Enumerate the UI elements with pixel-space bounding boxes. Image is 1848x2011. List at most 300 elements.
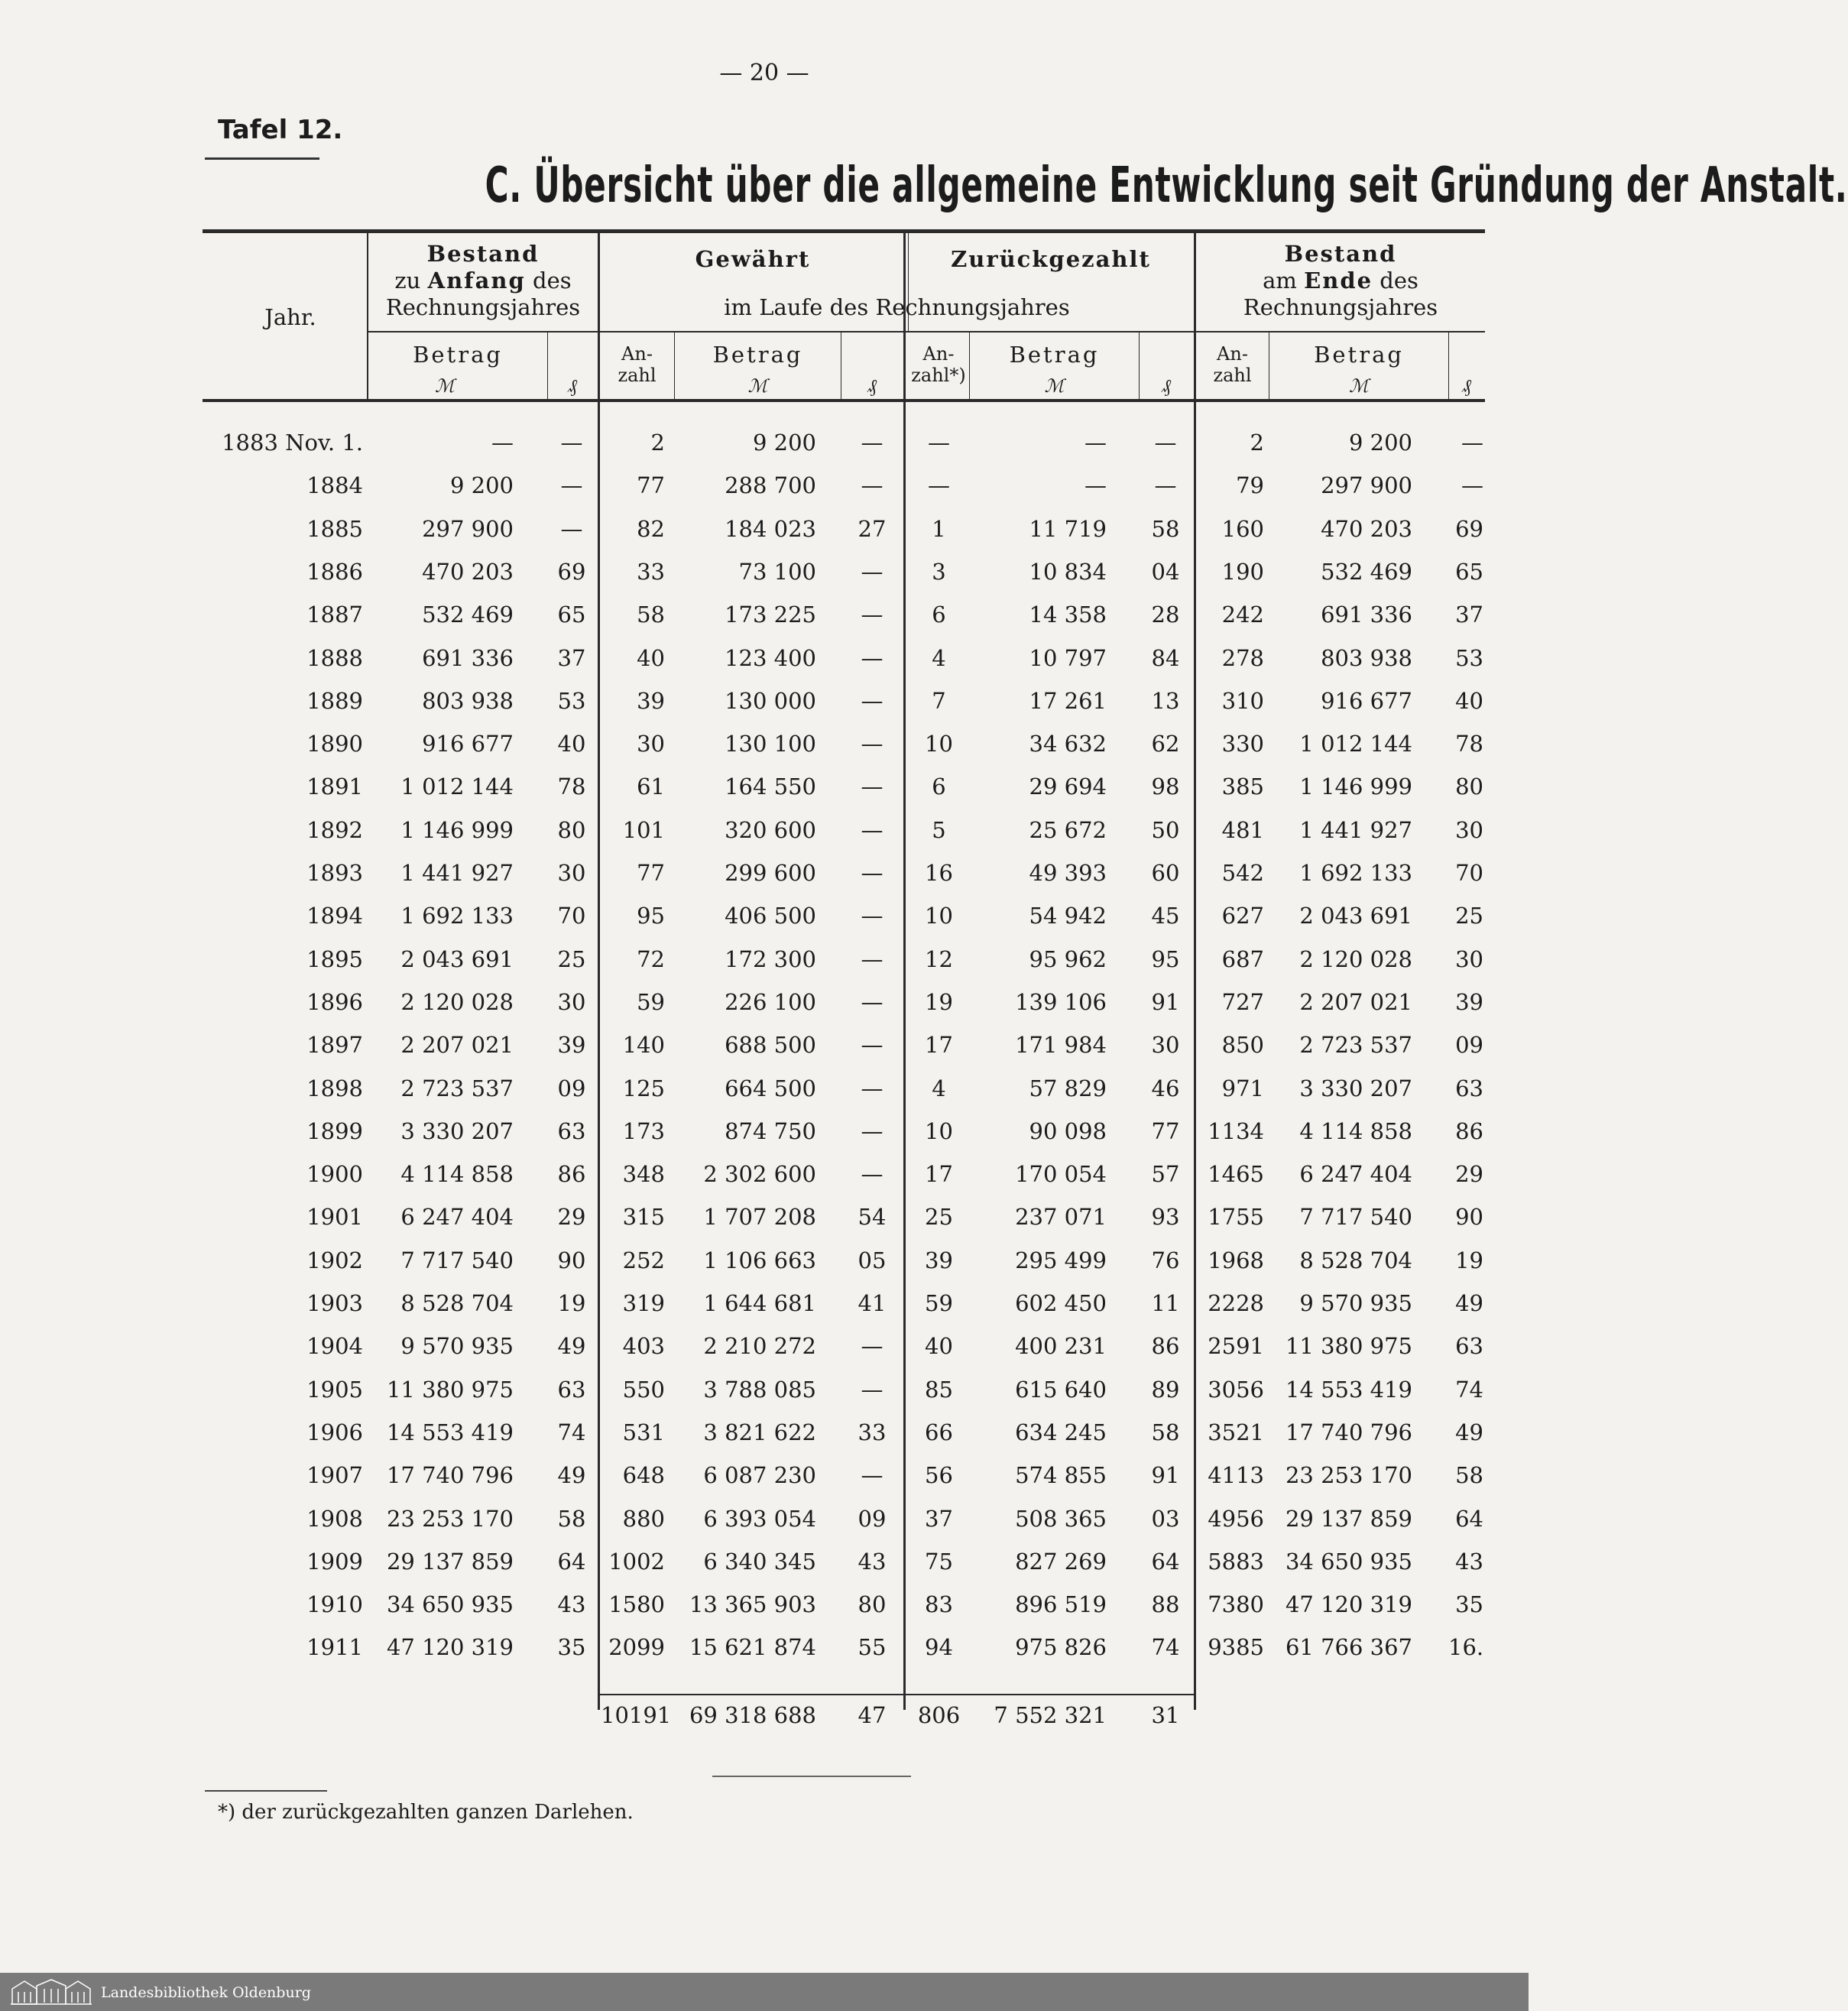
cell-anfang-mark: 1 692 133 bbox=[400, 903, 514, 929]
cell-ende-pf: 69 bbox=[1455, 515, 1483, 542]
cell-gewaehrt-mark: 172 300 bbox=[725, 945, 816, 972]
cell-zurueck-mark: — bbox=[1084, 430, 1107, 456]
cell-zurueck-pf: 28 bbox=[1151, 602, 1180, 628]
divider-anfang bbox=[598, 233, 600, 1710]
cell-year: 1902 bbox=[306, 1247, 363, 1273]
cell-ende-pf: — bbox=[1461, 472, 1483, 499]
table-top-rule bbox=[203, 229, 1485, 233]
cell-ende-mark: 916 677 bbox=[1321, 687, 1412, 714]
cell-anfang-pf: 43 bbox=[557, 1591, 586, 1618]
cell-gewaehrt-mark: 1 644 681 bbox=[703, 1290, 816, 1316]
cell-ende-pf: 65 bbox=[1455, 558, 1483, 585]
cell-ende-anzahl: 542 bbox=[1221, 860, 1264, 886]
subheader-mark-anfang: ℳ bbox=[435, 375, 455, 397]
totals-top-rule bbox=[598, 1694, 1194, 1695]
cell-anfang-pf: 49 bbox=[557, 1462, 586, 1489]
cell-zurueck-mark: 54 942 bbox=[1029, 903, 1107, 929]
cell-ende-mark: 803 938 bbox=[1321, 644, 1412, 671]
cell-gewaehrt-anzahl: 58 bbox=[637, 602, 665, 628]
cell-anfang-pf: 86 bbox=[557, 1161, 586, 1188]
cell-ende-mark: 3 330 207 bbox=[1299, 1075, 1412, 1101]
cell-zurueck-anzahl: — bbox=[928, 472, 950, 499]
cell-ende-pf: 63 bbox=[1455, 1333, 1483, 1360]
cell-zurueck-anzahl: 25 bbox=[925, 1204, 953, 1231]
cell-ende-mark: 14 553 419 bbox=[1285, 1376, 1412, 1403]
cell-anfang-pf: 74 bbox=[557, 1419, 586, 1445]
cell-year: 1907 bbox=[306, 1462, 363, 1489]
cell-gewaehrt-anzahl: 101 bbox=[622, 816, 665, 843]
cell-gewaehrt-mark: 664 500 bbox=[725, 1075, 816, 1101]
cell-gewaehrt-anzahl: 252 bbox=[622, 1247, 665, 1273]
cell-gewaehrt-mark: 15 621 874 bbox=[689, 1634, 816, 1661]
cell-zurueck-mark: 171 984 bbox=[1015, 1032, 1107, 1059]
cell-gewaehrt-pf: — bbox=[861, 687, 883, 714]
cell-ende-pf: 29 bbox=[1455, 1161, 1483, 1188]
cell-gewaehrt-anzahl: 59 bbox=[637, 988, 665, 1015]
footnote-rule bbox=[205, 1790, 327, 1792]
cell-zurueck-anzahl: 59 bbox=[925, 1290, 953, 1316]
cell-year: 1897 bbox=[306, 1032, 363, 1059]
cell-zurueck-anzahl: 85 bbox=[925, 1376, 953, 1403]
cell-zurueck-mark: 574 855 bbox=[1015, 1462, 1107, 1489]
cell-gewaehrt-pf: — bbox=[861, 731, 883, 757]
cell-anfang-mark: 29 137 859 bbox=[386, 1548, 514, 1575]
cell-anfang-mark: 9 200 bbox=[449, 472, 514, 499]
cell-gewaehrt-pf: — bbox=[861, 472, 883, 499]
cell-anfang-pf: 53 bbox=[557, 687, 586, 714]
cell-gewaehrt-mark: 226 100 bbox=[725, 988, 816, 1015]
cell-gewaehrt-pf: 09 bbox=[858, 1505, 887, 1532]
cell-gewaehrt-pf: — bbox=[861, 430, 883, 456]
subheader-pf-gewaehrt: ₰ bbox=[867, 375, 877, 397]
cell-zurueck-pf: 74 bbox=[1151, 1634, 1180, 1661]
cell-gewaehrt-pf: — bbox=[861, 1333, 883, 1360]
cell-zurueck-pf: 30 bbox=[1151, 1032, 1180, 1059]
cell-anfang-pf: — bbox=[560, 472, 583, 499]
cell-gewaehrt-anzahl: 550 bbox=[622, 1376, 665, 1403]
cell-zurueck-anzahl: 5 bbox=[932, 816, 946, 843]
cell-zurueck-anzahl: 7 bbox=[932, 687, 946, 714]
cell-ende-anzahl: 160 bbox=[1221, 515, 1264, 542]
cell-gewaehrt-mark: 406 500 bbox=[725, 903, 816, 929]
cell-ende-pf: 30 bbox=[1455, 945, 1483, 972]
cell-year: 1906 bbox=[306, 1419, 363, 1445]
cell-anfang-mark: 532 469 bbox=[422, 602, 514, 628]
cell-gewaehrt-mark: 130 000 bbox=[725, 687, 816, 714]
cell-zurueck-mark: 896 519 bbox=[1015, 1591, 1107, 1618]
cell-zurueck-pf: 93 bbox=[1151, 1204, 1180, 1231]
cell-anfang-mark: 3 330 207 bbox=[400, 1117, 514, 1144]
cell-ende-anzahl: 687 bbox=[1221, 945, 1264, 972]
cell-gewaehrt-anzahl: 39 bbox=[637, 687, 665, 714]
cell-gewaehrt-mark: 688 500 bbox=[725, 1032, 816, 1059]
cell-year: 1908 bbox=[306, 1505, 363, 1532]
header-bestand-ende-2: am Ende des bbox=[1263, 268, 1418, 294]
cell-ende-anzahl: 1134 bbox=[1208, 1117, 1264, 1144]
subheader-pf-ende: ₰ bbox=[1462, 375, 1471, 397]
cell-zurueck-mark: 827 269 bbox=[1015, 1548, 1107, 1575]
cell-zurueck-mark: 17 261 bbox=[1029, 687, 1107, 714]
cell-year: 1899 bbox=[306, 1117, 363, 1144]
header-subrule bbox=[367, 331, 1485, 332]
cell-zurueck-mark: 139 106 bbox=[1015, 988, 1107, 1015]
cell-anfang-pf: 90 bbox=[557, 1247, 586, 1273]
cell-ende-anzahl: 1968 bbox=[1208, 1247, 1264, 1273]
cell-gewaehrt-mark: 6 087 230 bbox=[703, 1462, 816, 1489]
cell-anfang-pf: 63 bbox=[557, 1376, 586, 1403]
cell-ende-anzahl: 971 bbox=[1221, 1075, 1264, 1101]
cell-anfang-mark: 691 336 bbox=[422, 644, 514, 671]
cell-gewaehrt-pf: 43 bbox=[858, 1548, 887, 1575]
total-gewaehrt-anzahl: 10191 bbox=[601, 1702, 672, 1728]
cell-ende-mark: 7 717 540 bbox=[1299, 1204, 1412, 1231]
cell-anfang-mark: 1 012 144 bbox=[400, 774, 514, 800]
cell-zurueck-pf: 60 bbox=[1151, 860, 1180, 886]
cell-ende-anzahl: 727 bbox=[1221, 988, 1264, 1015]
cell-gewaehrt-anzahl: 319 bbox=[622, 1290, 665, 1316]
cell-ende-mark: 23 253 170 bbox=[1285, 1462, 1412, 1489]
cell-ende-anzahl: 2228 bbox=[1208, 1290, 1264, 1316]
cell-gewaehrt-anzahl: 1002 bbox=[608, 1548, 665, 1575]
cell-anfang-pf: 30 bbox=[557, 988, 586, 1015]
cell-zurueck-pf: 86 bbox=[1151, 1333, 1180, 1360]
cell-zurueck-mark: 25 672 bbox=[1029, 816, 1107, 843]
cell-zurueck-pf: 91 bbox=[1151, 1462, 1180, 1489]
cell-zurueck-anzahl: 6 bbox=[932, 774, 946, 800]
cell-zurueck-pf: 58 bbox=[1151, 1419, 1180, 1445]
cell-gewaehrt-pf: 55 bbox=[858, 1634, 887, 1661]
page-title: C. Übersicht über die allgemeine Entwicklung seit Gründung der Anstalt. bbox=[485, 157, 1848, 214]
cell-ende-pf: 39 bbox=[1455, 988, 1483, 1015]
cell-anfang-pf: 78 bbox=[557, 774, 586, 800]
total-gewaehrt-pf: 47 bbox=[858, 1702, 887, 1728]
cell-zurueck-anzahl: 19 bbox=[925, 988, 953, 1015]
cell-gewaehrt-mark: 73 100 bbox=[738, 558, 816, 585]
cell-ende-mark: 532 469 bbox=[1321, 558, 1412, 585]
cell-zurueck-anzahl: 10 bbox=[925, 903, 953, 929]
cell-gewaehrt-anzahl: 30 bbox=[637, 731, 665, 757]
cell-year: 1884 bbox=[306, 472, 363, 499]
cell-gewaehrt-pf: 41 bbox=[858, 1290, 887, 1316]
subheader-anzahl-ende-2: zahl bbox=[1213, 365, 1252, 386]
cell-gewaehrt-anzahl: 880 bbox=[622, 1505, 665, 1532]
cell-anfang-pf: 80 bbox=[557, 816, 586, 843]
cell-zurueck-anzahl: 40 bbox=[925, 1333, 953, 1360]
cell-ende-mark: 47 120 319 bbox=[1285, 1591, 1412, 1618]
cell-anfang-mark: 2 120 028 bbox=[400, 988, 514, 1015]
cell-ende-mark: 8 528 704 bbox=[1299, 1247, 1412, 1273]
cell-gewaehrt-anzahl: 82 bbox=[637, 515, 665, 542]
cell-year: 1892 bbox=[306, 816, 363, 843]
cell-zurueck-pf: 11 bbox=[1151, 1290, 1180, 1316]
cell-ende-mark: 9 200 bbox=[1348, 430, 1412, 456]
cell-zurueck-mark: 615 640 bbox=[1015, 1376, 1107, 1403]
cell-zurueck-pf: 58 bbox=[1151, 515, 1180, 542]
cell-anfang-mark: 17 740 796 bbox=[386, 1462, 514, 1489]
cell-year: 1890 bbox=[306, 731, 363, 757]
cell-gewaehrt-pf: 27 bbox=[858, 515, 887, 542]
cell-gewaehrt-anzahl: 648 bbox=[622, 1462, 665, 1489]
cell-gewaehrt-mark: 9 200 bbox=[752, 430, 816, 456]
header-im-laufe: im Laufe des Rechnungsjahres bbox=[724, 294, 1070, 320]
cell-ende-anzahl: 3056 bbox=[1208, 1376, 1264, 1403]
cell-zurueck-anzahl: — bbox=[928, 430, 950, 456]
cell-ende-pf: 86 bbox=[1455, 1117, 1483, 1144]
cell-zurueck-pf: 89 bbox=[1151, 1376, 1180, 1403]
cell-zurueck-pf: — bbox=[1154, 472, 1177, 499]
cell-gewaehrt-pf: — bbox=[861, 1376, 883, 1403]
cell-ende-mark: 1 441 927 bbox=[1299, 816, 1412, 843]
cell-year: 1903 bbox=[306, 1290, 363, 1316]
cell-year: 1883 Nov. 1. bbox=[222, 430, 363, 456]
cell-anfang-pf: 30 bbox=[557, 860, 586, 886]
cell-gewaehrt-mark: 320 600 bbox=[725, 816, 816, 843]
cell-gewaehrt-mark: 6 393 054 bbox=[703, 1505, 816, 1532]
cell-anfang-mark: 34 650 935 bbox=[386, 1591, 514, 1618]
cell-ende-mark: 6 247 404 bbox=[1299, 1161, 1412, 1188]
cell-gewaehrt-pf: — bbox=[861, 903, 883, 929]
cell-anfang-mark: 1 441 927 bbox=[400, 860, 514, 886]
cell-zurueck-pf: 04 bbox=[1151, 558, 1180, 585]
cell-ende-mark: 17 740 796 bbox=[1285, 1419, 1412, 1445]
cell-ende-pf: 19 bbox=[1455, 1247, 1483, 1273]
cell-year: 1893 bbox=[306, 860, 363, 886]
cell-zurueck-mark: 14 358 bbox=[1029, 602, 1107, 628]
cell-zurueck-anzahl: 12 bbox=[925, 945, 953, 972]
cell-anfang-pf: — bbox=[560, 515, 583, 542]
subheader-betrag-gewaehrt: Betrag bbox=[712, 342, 803, 368]
cell-zurueck-pf: 03 bbox=[1151, 1505, 1180, 1532]
divider-zurueck bbox=[1194, 233, 1196, 1710]
subheader-anzahl-zurueck-2: zahl*) bbox=[911, 365, 966, 386]
cell-ende-mark: 4 114 858 bbox=[1299, 1117, 1412, 1144]
cell-year: 1905 bbox=[306, 1376, 363, 1403]
cell-ende-mark: 29 137 859 bbox=[1285, 1505, 1412, 1532]
cell-gewaehrt-mark: 3 821 622 bbox=[703, 1419, 816, 1445]
header-bestand-ende-1: Bestand bbox=[1284, 241, 1397, 267]
cell-ende-mark: 9 570 935 bbox=[1299, 1290, 1412, 1316]
footnote: *) der zurückgezahlten ganzen Darlehen. bbox=[218, 1801, 634, 1824]
cell-anfang-pf: 25 bbox=[557, 945, 586, 972]
cell-ende-pf: 53 bbox=[1455, 644, 1483, 671]
header-jahr: Jahr. bbox=[264, 304, 316, 330]
cell-anfang-mark: — bbox=[491, 430, 514, 456]
cell-anfang-mark: 4 114 858 bbox=[400, 1161, 514, 1188]
cell-zurueck-pf: 64 bbox=[1151, 1548, 1180, 1575]
cell-gewaehrt-pf: — bbox=[861, 1075, 883, 1101]
cell-anfang-pf: — bbox=[560, 430, 583, 456]
page-number: — 20 — bbox=[719, 60, 809, 86]
cell-gewaehrt-pf: — bbox=[861, 988, 883, 1015]
cell-gewaehrt-pf: — bbox=[861, 860, 883, 886]
cell-zurueck-pf: 91 bbox=[1151, 988, 1180, 1015]
cell-anfang-mark: 2 043 691 bbox=[400, 945, 514, 972]
cell-year: 1898 bbox=[306, 1075, 363, 1101]
cell-ende-anzahl: 4956 bbox=[1208, 1505, 1264, 1532]
cell-zurueck-mark: 57 829 bbox=[1029, 1075, 1107, 1101]
cell-zurueck-pf: 77 bbox=[1151, 1117, 1180, 1144]
subheader-anzahl-gewaehrt-2: zahl bbox=[618, 365, 657, 386]
cell-zurueck-anzahl: 75 bbox=[925, 1548, 953, 1575]
header-bestand-ende-3: Rechnungsjahres bbox=[1243, 294, 1438, 320]
cell-gewaehrt-mark: 288 700 bbox=[725, 472, 816, 499]
cell-zurueck-mark: 29 694 bbox=[1029, 774, 1107, 800]
cell-anfang-mark: 9 570 935 bbox=[400, 1333, 514, 1360]
cell-zurueck-mark: 10 797 bbox=[1029, 644, 1107, 671]
cell-gewaehrt-pf: 33 bbox=[858, 1419, 887, 1445]
cell-ende-mark: 2 120 028 bbox=[1299, 945, 1412, 972]
cell-gewaehrt-pf: — bbox=[861, 644, 883, 671]
cell-gewaehrt-pf: — bbox=[861, 1032, 883, 1059]
cell-ende-anzahl: 481 bbox=[1221, 816, 1264, 843]
cell-year: 1901 bbox=[306, 1204, 363, 1231]
cell-gewaehrt-pf: — bbox=[861, 945, 883, 972]
cell-ende-mark: 61 766 367 bbox=[1285, 1634, 1412, 1661]
cell-gewaehrt-mark: 123 400 bbox=[725, 644, 816, 671]
cell-zurueck-anzahl: 1 bbox=[932, 515, 946, 542]
subheader-anzahl-zurueck-1: An- bbox=[922, 343, 955, 365]
cell-ende-anzahl: 278 bbox=[1221, 644, 1264, 671]
mid-rule bbox=[712, 1776, 911, 1777]
cell-anfang-pf: 40 bbox=[557, 731, 586, 757]
cell-zurueck-pf: 76 bbox=[1151, 1247, 1180, 1273]
cell-ende-pf: 30 bbox=[1455, 816, 1483, 843]
cell-ende-pf: 63 bbox=[1455, 1075, 1483, 1101]
cell-ende-pf: 25 bbox=[1455, 903, 1483, 929]
cell-ende-mark: 297 900 bbox=[1321, 472, 1412, 499]
cell-ende-mark: 2 207 021 bbox=[1299, 988, 1412, 1015]
header-bestand-anfang-1: Bestand bbox=[426, 241, 540, 267]
cell-gewaehrt-mark: 874 750 bbox=[725, 1117, 816, 1144]
cell-ende-mark: 11 380 975 bbox=[1285, 1333, 1412, 1360]
cell-ende-pf: 64 bbox=[1455, 1505, 1483, 1532]
cell-zurueck-pf: 98 bbox=[1151, 774, 1180, 800]
cell-zurueck-pf: 95 bbox=[1151, 945, 1180, 972]
total-zurueck-pf: 31 bbox=[1151, 1702, 1180, 1728]
cell-anfang-mark: 297 900 bbox=[422, 515, 514, 542]
cell-gewaehrt-pf: 54 bbox=[858, 1204, 887, 1231]
cell-gewaehrt-pf: 05 bbox=[858, 1247, 887, 1273]
subheader-anzahl-gewaehrt-1: An- bbox=[621, 343, 653, 365]
cell-anfang-pf: 69 bbox=[557, 558, 586, 585]
cell-gewaehrt-mark: 6 340 345 bbox=[703, 1548, 816, 1575]
cell-gewaehrt-mark: 184 023 bbox=[725, 515, 816, 542]
cell-anfang-mark: 916 677 bbox=[422, 731, 514, 757]
cell-zurueck-pf: 45 bbox=[1151, 903, 1180, 929]
cell-anfang-pf: 39 bbox=[557, 1032, 586, 1059]
cell-ende-mark: 470 203 bbox=[1321, 515, 1412, 542]
subheader-mark-ende: ℳ bbox=[1349, 375, 1369, 397]
cell-zurueck-anzahl: 37 bbox=[925, 1505, 953, 1532]
cell-anfang-pf: 63 bbox=[557, 1117, 586, 1144]
cell-anfang-mark: 2 207 021 bbox=[400, 1032, 514, 1059]
cell-anfang-pf: 29 bbox=[557, 1204, 586, 1231]
cell-gewaehrt-anzahl: 72 bbox=[637, 945, 665, 972]
cell-ende-anzahl: 310 bbox=[1221, 687, 1264, 714]
subheader-betrag-ende: Betrag bbox=[1314, 342, 1404, 368]
cell-zurueck-anzahl: 10 bbox=[925, 1117, 953, 1144]
cell-gewaehrt-pf: — bbox=[861, 816, 883, 843]
total-zurueck-mark: 7 552 321 bbox=[994, 1702, 1107, 1728]
cell-ende-anzahl: 9385 bbox=[1208, 1634, 1264, 1661]
cell-ende-pf: 58 bbox=[1455, 1462, 1483, 1489]
cell-anfang-pf: 49 bbox=[557, 1333, 586, 1360]
cell-zurueck-anzahl: 66 bbox=[925, 1419, 953, 1445]
cell-zurueck-mark: 508 365 bbox=[1015, 1505, 1107, 1532]
subheader-mark-zurueck: ℳ bbox=[1044, 375, 1065, 397]
cell-year: 1886 bbox=[306, 558, 363, 585]
cell-ende-anzahl: 79 bbox=[1236, 472, 1264, 499]
cell-gewaehrt-anzahl: 348 bbox=[622, 1161, 665, 1188]
cell-year: 1887 bbox=[306, 602, 363, 628]
cell-ende-anzahl: 385 bbox=[1221, 774, 1264, 800]
cell-zurueck-anzahl: 16 bbox=[925, 860, 953, 886]
cell-zurueck-anzahl: 94 bbox=[925, 1634, 953, 1661]
cell-ende-anzahl: 5883 bbox=[1208, 1548, 1264, 1575]
cell-year: 1888 bbox=[306, 644, 363, 671]
cell-gewaehrt-mark: 173 225 bbox=[725, 602, 816, 628]
cell-anfang-pf: 70 bbox=[557, 903, 586, 929]
cell-ende-mark: 691 336 bbox=[1321, 602, 1412, 628]
cell-zurueck-mark: 634 245 bbox=[1015, 1419, 1107, 1445]
cell-gewaehrt-pf: — bbox=[861, 602, 883, 628]
cell-gewaehrt-mark: 1 106 663 bbox=[703, 1247, 816, 1273]
cell-anfang-pf: 37 bbox=[557, 644, 586, 671]
cell-ende-anzahl: 330 bbox=[1221, 731, 1264, 757]
cell-ende-anzahl: 850 bbox=[1221, 1032, 1264, 1059]
cell-ende-pf: 49 bbox=[1455, 1290, 1483, 1316]
header-bestand-anfang-3: Rechnungsjahres bbox=[385, 294, 581, 320]
cell-ende-anzahl: 3521 bbox=[1208, 1419, 1264, 1445]
cell-zurueck-mark: 237 071 bbox=[1015, 1204, 1107, 1231]
total-zurueck-anzahl: 806 bbox=[917, 1702, 961, 1728]
cell-gewaehrt-anzahl: 173 bbox=[622, 1117, 665, 1144]
cell-zurueck-mark: — bbox=[1084, 472, 1107, 499]
cell-ende-anzahl: 2 bbox=[1250, 430, 1264, 456]
cell-anfang-mark: 47 120 319 bbox=[386, 1634, 514, 1661]
cell-gewaehrt-mark: 13 365 903 bbox=[689, 1591, 816, 1618]
cell-anfang-mark: 1 146 999 bbox=[400, 816, 514, 843]
cell-zurueck-pf: 84 bbox=[1151, 644, 1180, 671]
cell-zurueck-anzahl: 39 bbox=[925, 1247, 953, 1273]
tafel-label: Tafel 12. bbox=[218, 115, 343, 145]
cell-gewaehrt-anzahl: 95 bbox=[637, 903, 665, 929]
cell-year: 1885 bbox=[306, 515, 363, 542]
header-bottom-rule bbox=[203, 399, 1485, 402]
cell-zurueck-anzahl: 6 bbox=[932, 602, 946, 628]
cell-ende-pf: — bbox=[1461, 430, 1483, 456]
cell-year: 1900 bbox=[306, 1161, 363, 1188]
header-bestand-anfang-2: zu Anfang des bbox=[394, 268, 572, 294]
cell-gewaehrt-mark: 164 550 bbox=[725, 774, 816, 800]
cell-gewaehrt-anzahl: 125 bbox=[622, 1075, 665, 1101]
header-zurueckgezahlt: Zurückgezahlt bbox=[951, 246, 1151, 272]
cell-ende-anzahl: 190 bbox=[1221, 558, 1264, 585]
cell-year: 1904 bbox=[306, 1333, 363, 1360]
cell-ende-mark: 34 650 935 bbox=[1285, 1548, 1412, 1575]
cell-anfang-mark: 6 247 404 bbox=[400, 1204, 514, 1231]
cell-gewaehrt-mark: 2 210 272 bbox=[703, 1333, 816, 1360]
cell-gewaehrt-anzahl: 2 bbox=[650, 430, 665, 456]
cell-zurueck-anzahl: 17 bbox=[925, 1161, 953, 1188]
cell-gewaehrt-anzahl: 140 bbox=[622, 1032, 665, 1059]
subheader-pf-anfang: ₰ bbox=[568, 375, 577, 397]
cell-zurueck-anzahl: 10 bbox=[925, 731, 953, 757]
cell-ende-mark: 1 146 999 bbox=[1299, 774, 1412, 800]
subheader-betrag-zurueck: Betrag bbox=[1009, 342, 1100, 368]
cell-anfang-mark: 470 203 bbox=[422, 558, 514, 585]
cell-zurueck-mark: 11 719 bbox=[1029, 515, 1107, 542]
